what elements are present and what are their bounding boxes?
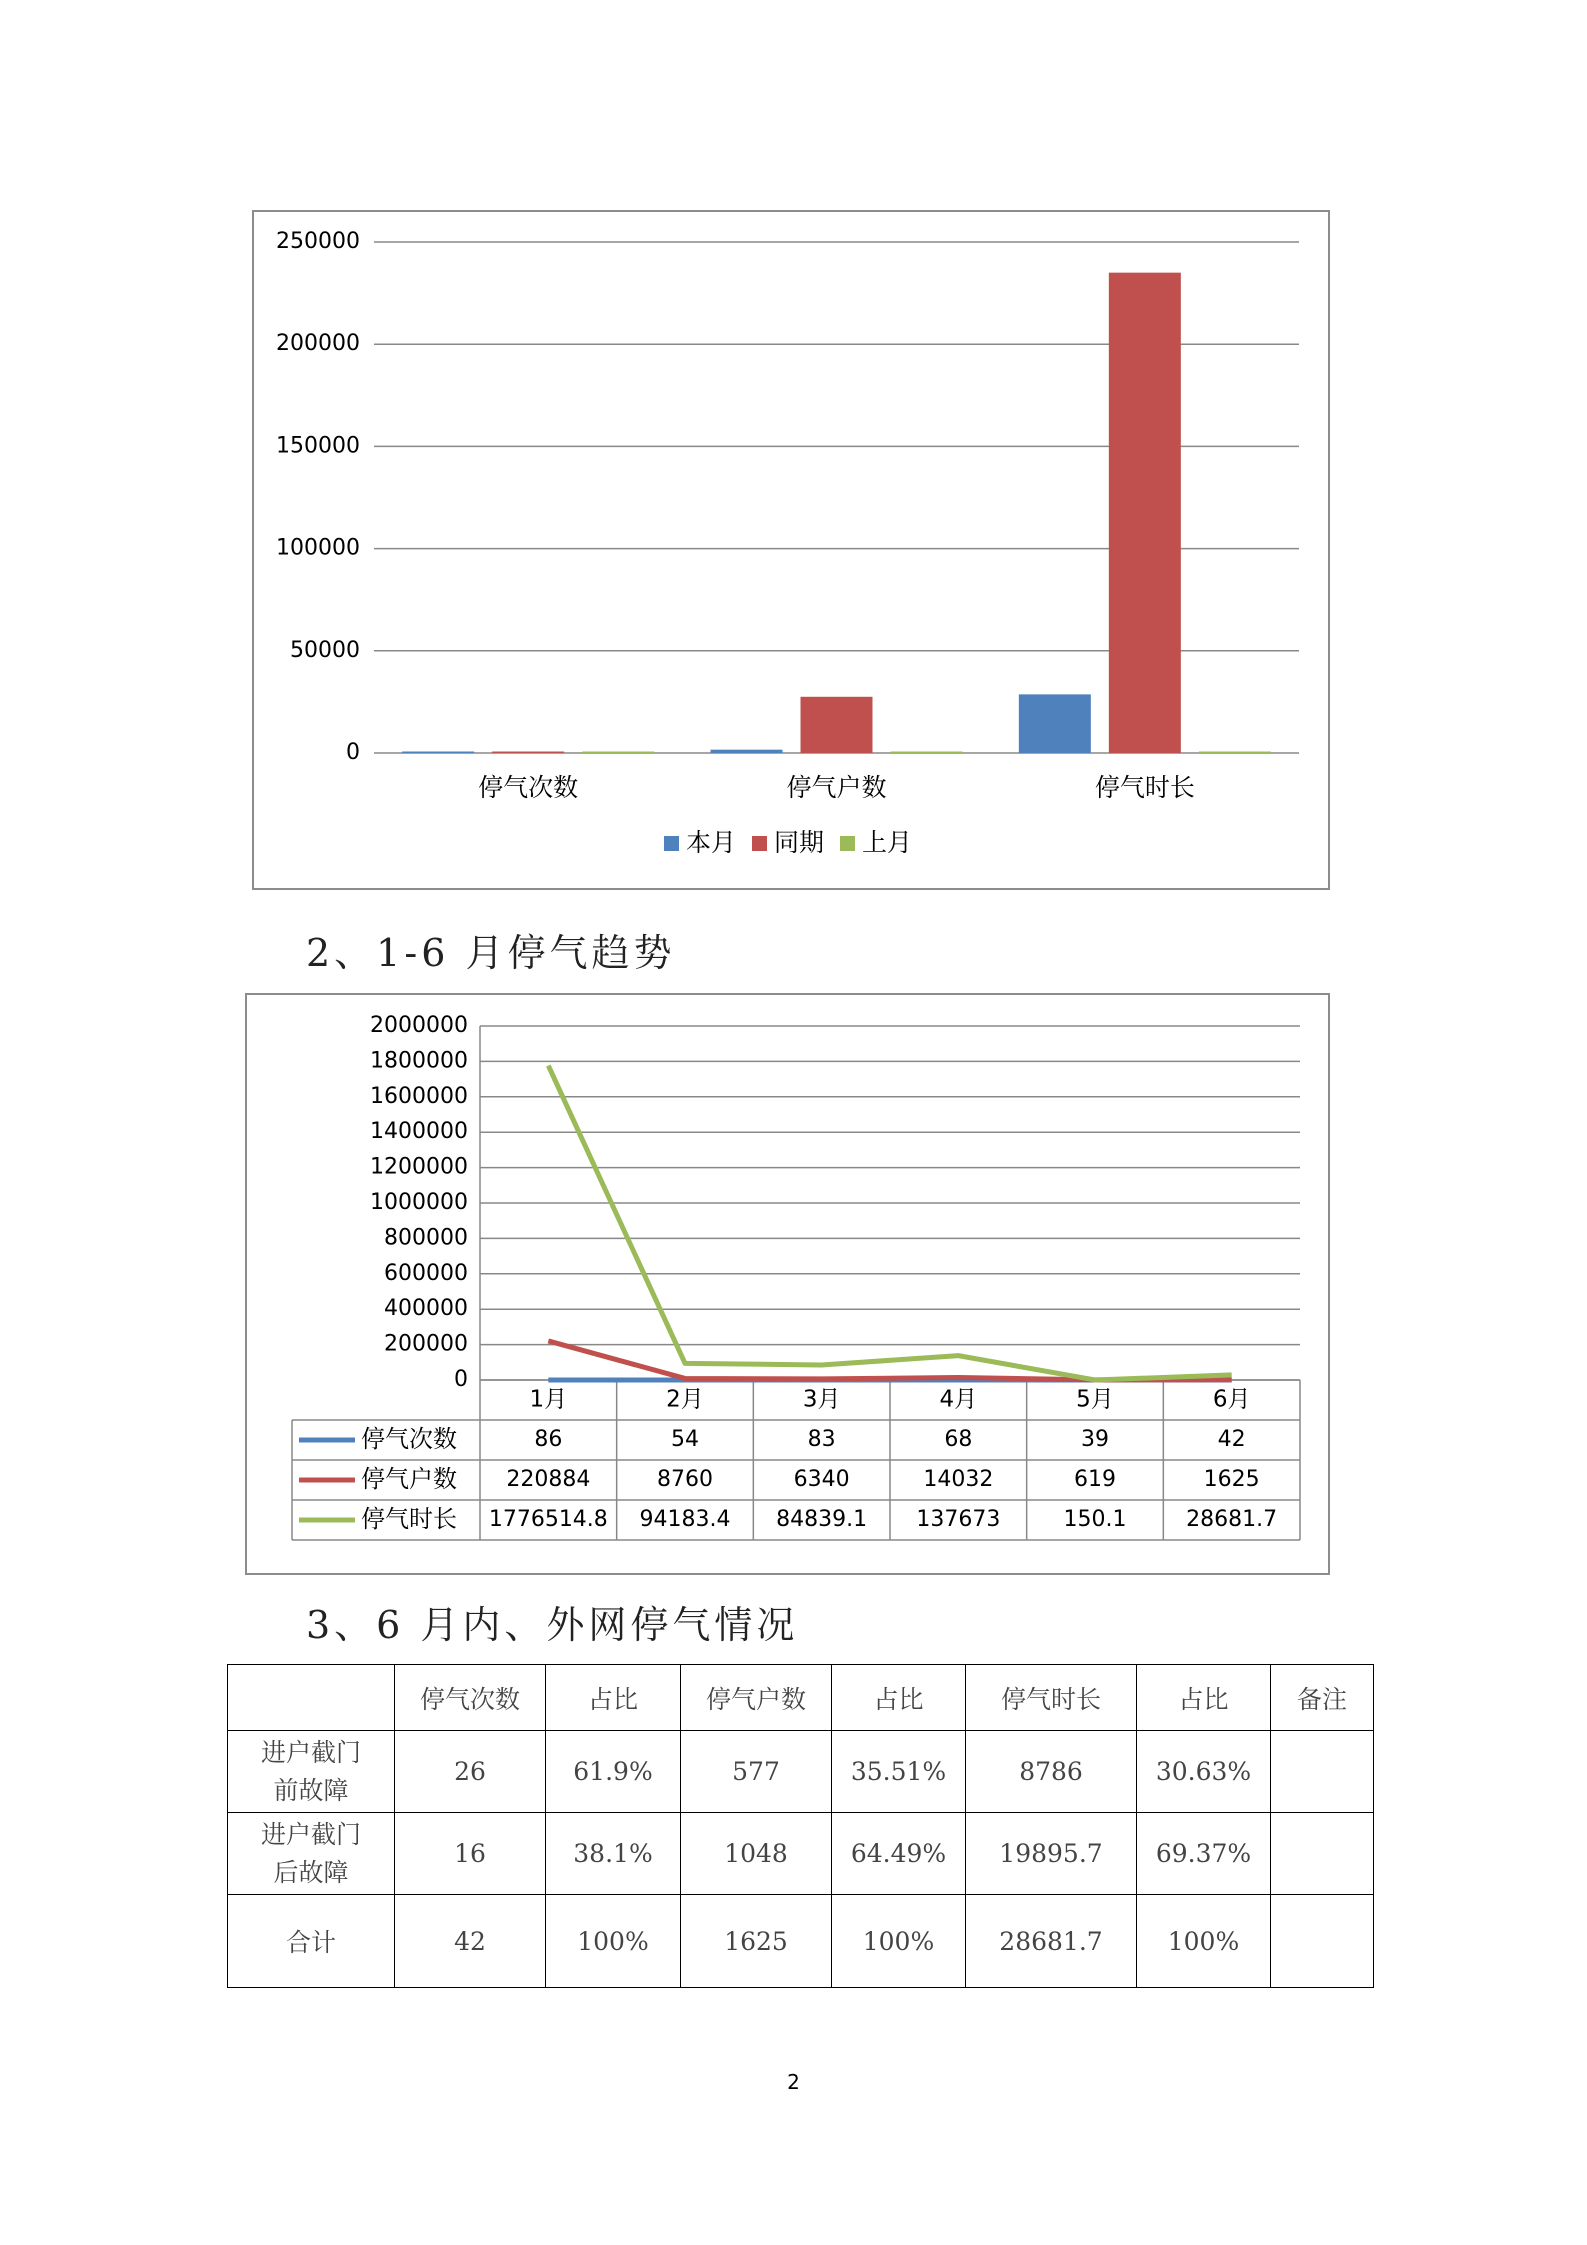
table-cell — [1271, 1731, 1374, 1813]
chart1-legend-swatch — [752, 836, 767, 851]
chart2-data-label: 94183.4 — [639, 1507, 731, 1532]
row-label — [228, 1731, 395, 1813]
chart1-bar — [1109, 273, 1181, 753]
chart2-series-label: 停气户数 — [361, 1465, 457, 1493]
chart2-data-label: 42 — [1217, 1427, 1246, 1452]
chart1-bar — [1019, 694, 1091, 753]
chart1-bar — [402, 752, 474, 754]
chart2-ytick-label: 0 — [454, 1367, 468, 1392]
chart2-data-label: 220884 — [506, 1467, 591, 1492]
chart2-ytick-label: 600000 — [384, 1260, 468, 1286]
chart2-data-label: 8760 — [657, 1467, 713, 1492]
chart2-ytick-label: 800000 — [384, 1225, 468, 1251]
chart1-svg — [254, 212, 1328, 888]
chart1-legend-label: 上月 — [862, 828, 913, 857]
chart2-category-label: 1月 — [529, 1386, 568, 1413]
chart2-data-label: 68 — [944, 1427, 973, 1452]
chart2-series-label: 停气时长 — [361, 1505, 457, 1533]
table-cell: 1625 — [681, 1895, 832, 1988]
chart2-svg — [247, 995, 1328, 1573]
chart2-data-label: 137673 — [916, 1507, 1001, 1532]
row-label-line1: 进户截门 — [260, 1737, 361, 1767]
chart2-data-label: 83 — [807, 1427, 836, 1452]
table-row — [228, 1731, 1374, 1813]
chart1-category-label: 停气户数 — [786, 773, 887, 802]
chart2-category-label: 6月 — [1212, 1386, 1251, 1413]
chart2-ytick-label: 1800000 — [370, 1048, 468, 1074]
table-cell: 26 — [395, 1731, 546, 1813]
header-cell: 停气户数 — [681, 1665, 832, 1731]
chart2-data-label: 1625 — [1203, 1467, 1260, 1492]
chart1-ytick-label: 0 — [346, 740, 360, 765]
outage-table — [227, 1664, 1374, 1988]
row-label-line2: 前故障 — [273, 1775, 349, 1805]
table-cell — [1271, 1813, 1374, 1895]
table-cell: 69.37% — [1137, 1813, 1271, 1895]
chart1-bar — [582, 752, 654, 754]
header-cell — [228, 1665, 395, 1731]
table-cell: 28681.7 — [966, 1895, 1137, 1988]
table-cell: 8786 — [966, 1731, 1137, 1813]
chart1-ytick-label: 150000 — [276, 433, 360, 459]
row-label-line2: 后故障 — [273, 1857, 349, 1887]
table-header-row — [228, 1665, 1374, 1731]
chart1-frame — [252, 210, 1330, 890]
chart2-data-label: 39 — [1081, 1427, 1109, 1452]
chart2-ytick-label: 1200000 — [370, 1154, 468, 1180]
chart1-bar — [1199, 752, 1271, 754]
chart2-data-label: 84839.1 — [776, 1507, 868, 1532]
chart2-data-label: 14032 — [923, 1467, 994, 1492]
chart1-ytick-label: 100000 — [276, 535, 360, 561]
chart2-data-label: 6340 — [793, 1467, 850, 1492]
table-cell: 19895.7 — [966, 1813, 1137, 1895]
chart1-ytick-label: 250000 — [276, 229, 360, 254]
table-cell: 577 — [681, 1731, 832, 1813]
chart1-bar — [711, 750, 783, 753]
chart1-ytick-label: 200000 — [276, 331, 360, 357]
chart2-category-label: 3月 — [802, 1386, 841, 1413]
chart2-ytick-label: 1000000 — [370, 1190, 468, 1215]
chart2-data-label: 28681.7 — [1186, 1507, 1278, 1532]
chart1-category-label: 停气时长 — [1094, 773, 1195, 802]
chart2-category-label: 5月 — [1076, 1386, 1114, 1413]
chart1-bar — [801, 697, 873, 753]
chart2-frame — [245, 993, 1330, 1575]
table-cell — [1271, 1895, 1374, 1988]
chart2-series-label: 停气次数 — [361, 1425, 457, 1453]
chart2-series-line — [548, 1066, 1231, 1380]
table-row — [228, 1813, 1374, 1895]
table-cell: 64.49% — [832, 1813, 966, 1895]
chart2-category-label: 2月 — [666, 1386, 704, 1413]
total-label: 合计 — [228, 1895, 395, 1988]
table-cell: 42 — [395, 1895, 546, 1988]
chart1-bar — [492, 752, 564, 754]
chart2-category-label: 4月 — [939, 1386, 978, 1413]
chart2-data-label: 150.1 — [1063, 1507, 1127, 1532]
header-cell: 停气次数 — [395, 1665, 546, 1731]
header-cell: 停气时长 — [966, 1665, 1137, 1731]
chart2-ytick-label: 1600000 — [370, 1083, 468, 1109]
header-cell: 占比 — [832, 1665, 966, 1731]
chart1-legend-label: 同期 — [774, 828, 825, 857]
header-cell: 备注 — [1271, 1665, 1374, 1731]
chart1-legend-swatch — [664, 836, 679, 851]
header-cell: 占比 — [546, 1665, 681, 1731]
chart2-ytick-label: 400000 — [384, 1296, 468, 1322]
table-cell: 100% — [546, 1895, 681, 1988]
table-cell: 100% — [1137, 1895, 1271, 1988]
header-cell: 占比 — [1137, 1665, 1271, 1731]
chart2-data-label: 86 — [534, 1427, 563, 1452]
chart2-data-label: 619 — [1074, 1467, 1116, 1492]
row-label — [228, 1813, 395, 1895]
chart1-category-label: 停气次数 — [478, 773, 579, 802]
chart2-data-label: 1776514.8 — [488, 1507, 608, 1532]
chart1-bar — [891, 752, 963, 754]
table-cell: 100% — [832, 1895, 966, 1988]
page-number: 2 — [787, 2070, 800, 2094]
table-cell: 1048 — [681, 1813, 832, 1895]
chart1-legend-label: 本月 — [686, 828, 737, 857]
chart1-legend-swatch — [840, 836, 855, 851]
chart1-ytick-label: 50000 — [290, 637, 360, 663]
table-total-row — [228, 1895, 1374, 1988]
section-heading-3: 3、6 月内、外网停气情况 — [306, 1603, 799, 1647]
table-cell: 30.63% — [1137, 1731, 1271, 1813]
chart2-data-label: 54 — [671, 1427, 699, 1452]
chart2-ytick-label: 200000 — [384, 1331, 468, 1357]
table-cell: 16 — [395, 1813, 546, 1895]
row-label-line1: 进户截门 — [260, 1819, 361, 1849]
section-heading-2: 2、1-6 月停气趋势 — [306, 931, 676, 975]
chart2-ytick-label: 2000000 — [370, 1013, 468, 1038]
chart2-ytick-label: 1400000 — [370, 1119, 468, 1145]
table-cell: 35.51% — [832, 1731, 966, 1813]
table-cell: 38.1% — [546, 1813, 681, 1895]
table-cell: 61.9% — [546, 1731, 681, 1813]
